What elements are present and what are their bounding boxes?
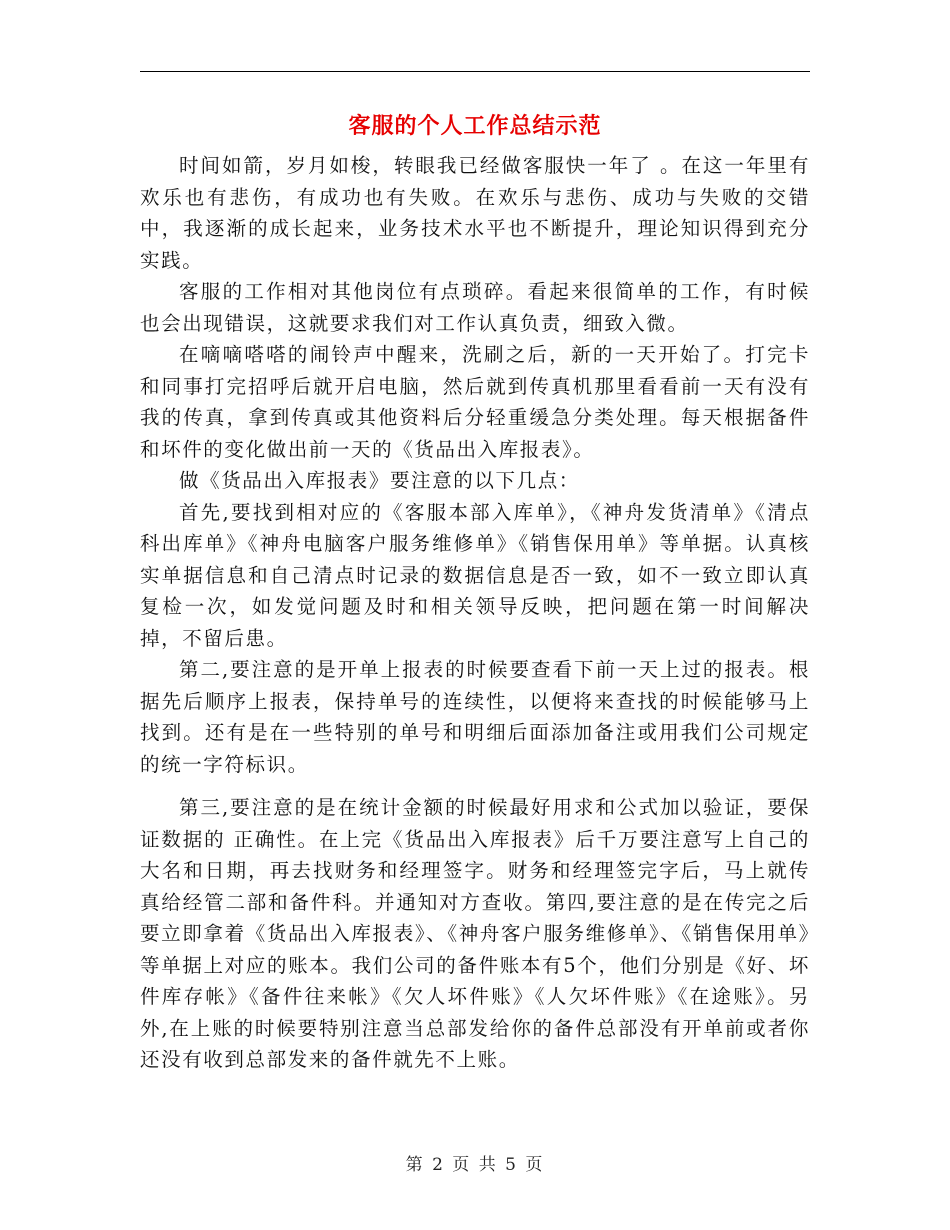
paragraph-intro: 时间如箭，岁月如梭，转眼我已经做客服快一年了 。在这一年里有欢乐也有悲伤，有成功也有失败。在欢乐与悲伤、成功与失败的交错中，我逐渐的成长起来，业务技术水平也不断提升，理论知识得到充分实践。 — [140, 154, 810, 272]
page-number: 第 2 页 共 5 页 — [405, 1155, 545, 1175]
paragraph-job-nature: 客服的工作相对其他岗位有点琐碎。看起来很简单的工作，有时候也会出现错误，这就要求我们对工作认真负责，细致入微。 — [140, 280, 810, 335]
document-title: 客服的个人工作总结示范 — [348, 113, 602, 139]
header-rule — [140, 71, 810, 72]
paragraph-point-first: 首先,要找到相对应的《客服本部入库单》，《神舟发货清单》《清点科出库单》《神舟电脑客户服务维修单》《销售保用单》等单据。认真核实单据信息和自己清点时记录的数据信息是否一致，如不一致立即认真复检一次，如发觉问题及时和相关领导反映，把问题在第一时间解决掉，不留后患。 — [140, 500, 810, 650]
document-body — [140, 150, 810, 1076]
paragraph-point-third-fourth: 第三,要注意的是在统计金额的时候最好用求和公式加以验证，要保证数据的 正确性。在上完《货品出入库报表》后千万要注意写上自己的大名和日期，再去找财务和经理签字。财务和经理签完字后，马上就传真给经管二部和备件科。并通知对方查收。第四,要注意的是在传完之后要立即拿着《货品出入库报表》、《神舟客户服务维修单》、《销售保用单》等单据上对应的账本。我们公司的备件账本有5个，他们分别是《好、坏件库存帐》《备件往来帐》《欠人坏件账》《人欠坏件账》《在途账》。另外,在上账的时候要特别注意当总部发给你的备件总部没有开单前或者你还没有收到总部发来的备件就先不上账。 — [140, 796, 810, 1071]
paragraph-point-second: 第二,要注意的是开单上报表的时候要查看下前一天上过的报表。根据先后顺序上报表，保持单号的连续性，以便将来查找的时候能够马上找到。还有是在一些特别的单号和明细后面添加备注或用我们公司规定的统一字符标识。 — [140, 658, 810, 776]
paragraph-daily-routine: 在嘀嘀嗒嗒的闹铃声中醒来，洗刷之后，新的一天开始了。打完卡和同事打完招呼后就开启电脑，然后就到传真机那里看看前一天有没有我的传真，拿到传真或其他资料后分轻重缓急分类处理。每天根据备件和坏件的变化做出前一天的《货品出入库报表》。 — [140, 343, 810, 461]
paragraph-report-points-intro: 做《货品出入库报表》要注意的以下几点： — [179, 469, 580, 492]
